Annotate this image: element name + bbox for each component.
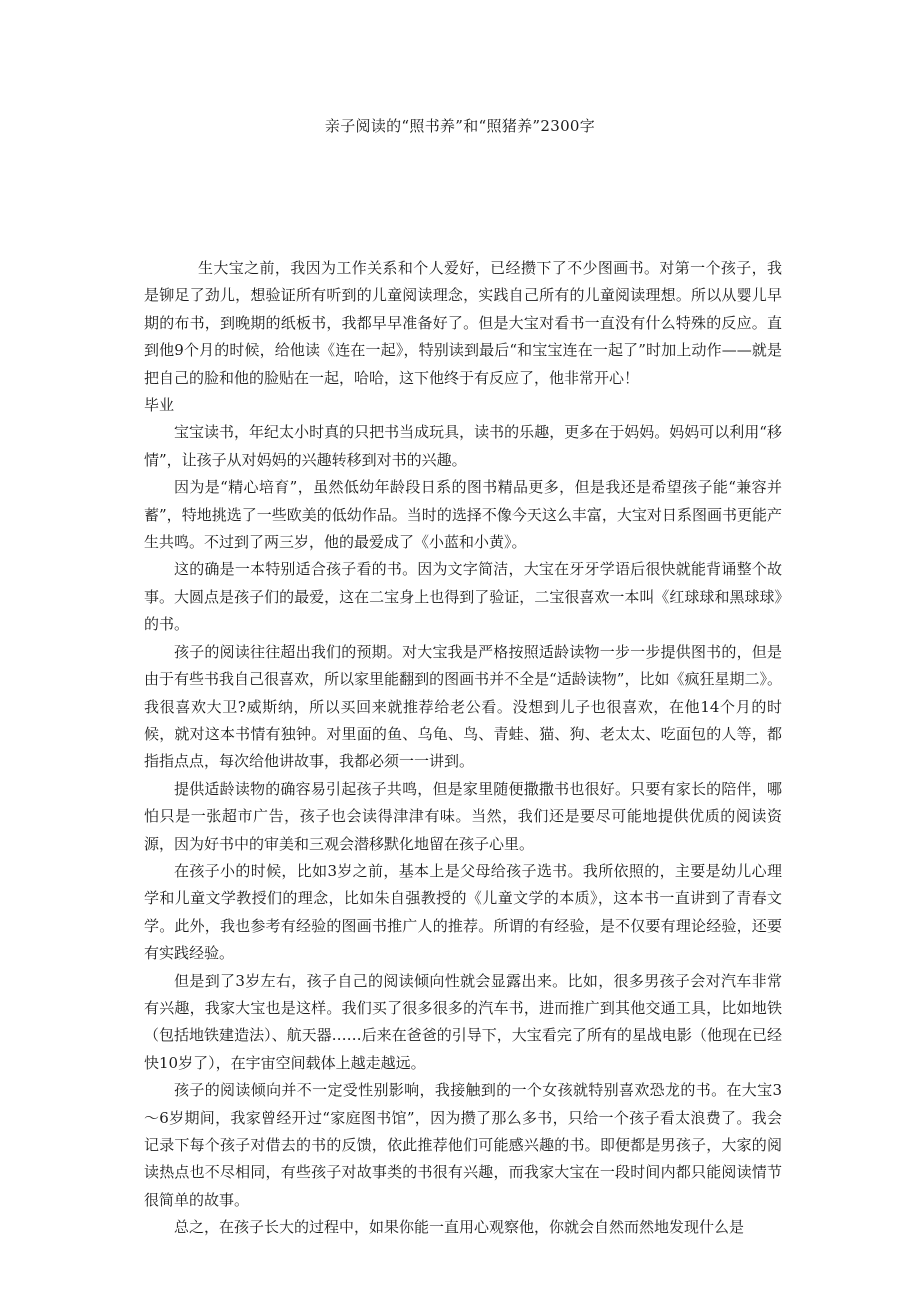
paragraph: 孩子的阅读往往超出我们的预期。对大宝我是严格按照适龄读物一步一步提供图书的，但是由于有些书我自己很喜欢，所以家里能翻到的图画书并不全是“适龄读物”，比如《疯狂星期二》。我很喜欢大卫?威斯纳，所以买回来就推荐给老公看。没想到儿子也很喜欢，在他14个月的时候，就对这本书情有独钟。对里面的鱼、乌龟、鸟、青蛙、猫、狗、老太太、吃面包的人等，都指指点点，每次给他讲故事，我都必须一一讲到。	[144, 642, 782, 771]
paragraph	[144, 255, 782, 419]
paragraph-tail: 毕业	[144, 396, 175, 415]
paragraph-text: 生大宝之前，我因为工作关系和个人爱好，已经攒下了不少图画书。对第一个孩子，我是铆足了劲儿，想验证所有听到的儿童阅读理念，实践自己所有的儿童阅读理想。所以从婴儿早期的布书，到晚期的纸板书，我都早早准备好了。但是大宝对看书一直没有什么特殊的反应。直到他9个月的时候，给他读《连在一起》，特别读到最后“和宝宝连在一起了”时加上动作——就是把自己的脸和他的脸贴在一起，哈哈，这下他终于有反应了，他非常开心！	[144, 259, 782, 387]
paragraph: 但是到了3岁左右，孩子自己的阅读倾向性就会显露出来。比如，很多男孩子会对汽车非常有兴趣，我家大宝也是这样。我们买了很多很多的汽车书，进而推广到其他交通工具，比如地铁（包括地铁建造法）、航天器……后来在爸爸的引导下，大宝看完了所有的星战电影（他现在已经快10岁了），在宇宙空间载体上越走越远。	[144, 971, 782, 1072]
paragraph: 提供适龄读物的确容易引起孩子共鸣，但是家里随便撒撒书也很好。只要有家长的陪伴，哪怕只是一张超市广告，孩子也会读得津津有味。当然，我们还是要尽可能地提供优质的阅读资源，因为好书中的审美和三观会潜移默化地留在孩子心里。	[144, 779, 782, 853]
paragraph: 孩子的阅读倾向并不一定受性别影响，我接触到的一个女孩就特别喜欢恐龙的书。在大宝3～6岁期间，我家曾经开过“家庭图书馆”，因为攒了那么多书，只给一个孩子看太浪费了。我会记录下每个孩子对借去的书的反馈，依此推荐他们可能感兴趣的书。即便都是男孩子，大家的阅读热点也不尽相同，有些孩子对故事类的书很有兴趣，而我家大宝在一段时间内都只能阅读情节很简单的故事。	[144, 1081, 782, 1209]
document-body	[144, 255, 782, 1242]
paragraph: 这的确是一本特别适合孩子看的书。因为文字简洁，大宝在牙牙学语后很快就能背诵整个故事。大圆点是孩子们的最爱，这在二宝身上也得到了验证，二宝很喜欢一本叫《红球球和黑球球》的书。	[144, 560, 782, 634]
paragraph: 总之，在孩子长大的过程中，如果你能一直用心观察他，你就会自然而然地发现什么是	[174, 1218, 745, 1237]
paragraph: 在孩子小的时候，比如3岁之前，基本上是父母给孩子选书。我所依照的，主要是幼儿心理学和儿童文学教授们的理念，比如朱自强教授的《儿童文学的本质》，这本书一直讲到了青春文学。此外，我也参考有经验的图画书推广人的推荐。所谓的有经验，是不仅要有理论经验，还要有实践经验。	[144, 861, 782, 963]
paragraph: 因为是“精心培育”，虽然低幼年龄段日系的图书精品更多，但是我还是希望孩子能“兼容并蓄”，特地挑选了一些欧美的低幼作品。当时的选择不像今天这么丰富，大宝对日系图画书更能产生共鸣。不过到了两三岁，他的最爱成了《小蓝和小黄》。	[144, 478, 782, 552]
document-title: 亲子阅读的“照书养”和“照猪养”2300字	[324, 117, 596, 135]
paragraph: 宝宝读书，年纪太小时真的只把书当成玩具，读书的乐趣，更多在于妈妈。妈妈可以利用“移情”，让孩子从对妈妈的兴趣转移到对书的兴趣。	[144, 423, 782, 469]
